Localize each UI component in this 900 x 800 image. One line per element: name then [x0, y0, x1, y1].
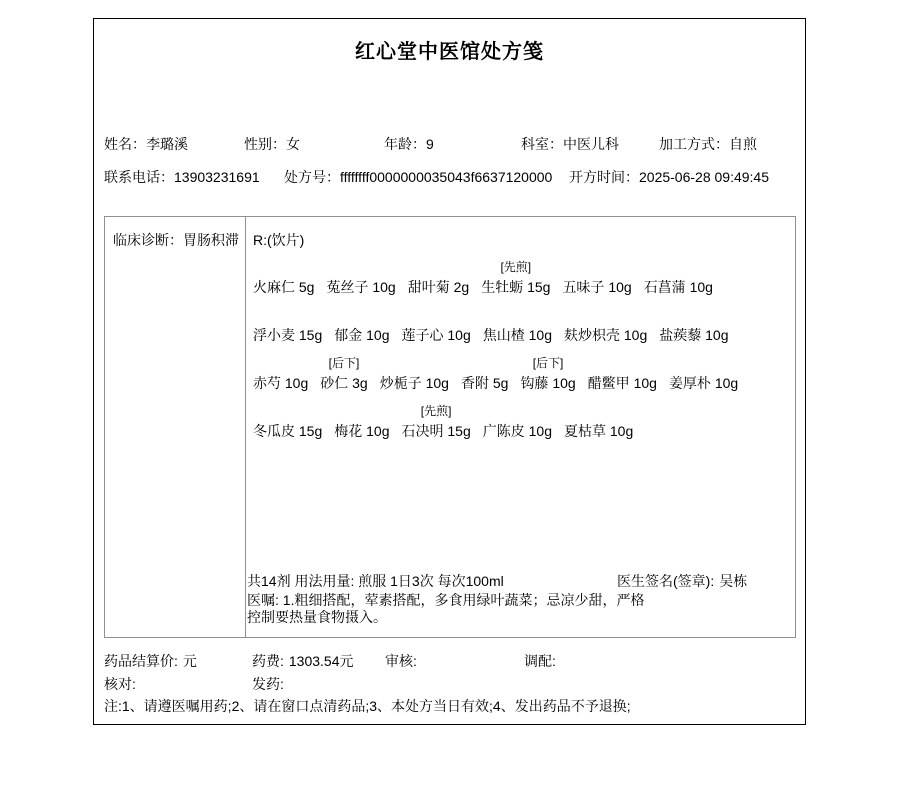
- herb-item: 火麻仁 5g: [253, 279, 315, 295]
- medical-advice-line1: 医嘱: 1.粗细搭配，荤素搭配，多食用绿叶蔬菜；忌凉少甜，严格: [247, 592, 645, 608]
- herb-item: 冬瓜皮 15g: [253, 423, 323, 439]
- prescription-body: [104, 216, 796, 638]
- herb-item: 广陈皮 10g: [482, 423, 552, 439]
- herb-item: 盐蒺藜 10g: [659, 327, 729, 343]
- issue-time-label: 开方时间：: [569, 169, 639, 185]
- footer-note: 注:1、请遵医嘱用药;2、请在窗口点清药品;3、本处方当日有效;4、发出药品不予退换;: [104, 698, 631, 714]
- herb-item: 五味子 10g: [562, 279, 632, 295]
- fee-value: 1303.54元: [288, 653, 354, 669]
- herb-item: 钩藤 10g [后下]: [520, 356, 576, 391]
- review-label: 审核:: [385, 653, 417, 669]
- herb-item: 砂仁 3g [后下]: [320, 356, 368, 391]
- herb-item: 甜叶菊 2g: [407, 279, 470, 295]
- diagnosis-label: 临床诊断：: [113, 232, 183, 248]
- herb-row: [253, 401, 793, 449]
- rx-number-value: ffffffff0000000035043f6637120000: [340, 169, 553, 185]
- herb-item: 香附 5g: [460, 375, 509, 391]
- age-label: 年龄：: [384, 136, 426, 152]
- phone-label: 联系电话：: [104, 169, 174, 185]
- prescription-sheet: [93, 18, 806, 725]
- settlement-price-value: 元: [182, 653, 197, 669]
- issue-time-value: 2025-06-28 09:49:45: [639, 169, 769, 185]
- department-label: 科室：: [521, 136, 563, 152]
- herb-item: 石菖蒲 10g: [643, 279, 713, 295]
- herb-item: 莲子心 10g: [401, 327, 471, 343]
- field-rx-number: [284, 150, 552, 187]
- decoction-note: [先煎]: [420, 404, 452, 418]
- decoction-note: [后下]: [328, 356, 360, 370]
- herb-item: 姜厚朴 10g: [668, 375, 739, 391]
- age-value: 9: [426, 136, 434, 152]
- medical-advice-line2: 控制要热量食物摄入。: [247, 609, 387, 625]
- doctor-signature-value: 吴栋: [719, 573, 748, 589]
- processing-label: 加工方式：: [659, 136, 729, 152]
- decoction-note: [后下]: [532, 356, 564, 370]
- phone-value: 13903231691: [174, 169, 260, 185]
- herb-item: 麸炒枳壳 10g: [564, 327, 648, 343]
- column-divider: [245, 217, 246, 637]
- herb-item: 焦山楂 10g: [482, 327, 552, 343]
- herb-item: 石决明 15g [先煎]: [401, 404, 471, 439]
- field-doctor-signature: [617, 571, 747, 591]
- rx-number-label: 处方号：: [284, 169, 340, 185]
- herb-item: 浮小麦 15g: [253, 327, 323, 343]
- herb-item: 赤芍 10g: [253, 375, 309, 391]
- issue-drug-label: 发药:: [252, 676, 284, 692]
- dosage-summary: 共14剂 用法用量: 煎服 1日3次 每次100ml: [247, 573, 504, 589]
- processing-value: 自煎: [729, 136, 757, 152]
- doctor-signature-label: 医生签名(签章):: [617, 573, 715, 589]
- patient-name-value: 李璐溪: [146, 136, 188, 152]
- field-fee: [252, 651, 354, 671]
- herb-row: [253, 257, 793, 305]
- field-settlement-price: [104, 651, 197, 671]
- department-value: 中医儿科: [563, 136, 619, 152]
- herb-item: 醋鳖甲 10g: [587, 375, 657, 391]
- herb-item: 夏枯草 10g: [564, 423, 634, 439]
- field-phone: [104, 150, 260, 187]
- field-diagnosis: [113, 230, 239, 250]
- diagnosis-value: 胃肠积滞: [183, 232, 239, 248]
- dispense-label: 调配:: [524, 653, 556, 669]
- settlement-price-label: 药品结算价:: [104, 653, 178, 669]
- herb-row: [253, 353, 793, 401]
- herb-item: 梅花 10g: [334, 423, 390, 439]
- rx-header: R:(饮片): [253, 232, 305, 248]
- gender-value: 女: [286, 136, 300, 152]
- patient-name-label: 姓名：: [104, 136, 146, 152]
- herb-item: 炒栀子 10g: [379, 375, 449, 391]
- clinic-title: 红心堂中医馆处方笺: [355, 41, 544, 63]
- fee-label: 药费:: [252, 653, 284, 669]
- field-issue-time: [569, 150, 769, 187]
- herb-item: 生牡蛎 15g [先煎]: [481, 260, 551, 295]
- decoction-note: [先煎]: [500, 260, 532, 274]
- prescription-rows: [253, 257, 793, 449]
- herb-item: 郁金 10g: [334, 327, 390, 343]
- herb-item: 菟丝子 10g: [326, 279, 396, 295]
- herb-row: [253, 305, 793, 353]
- gender-label: 性别：: [244, 136, 286, 152]
- check-label: 核对:: [104, 676, 136, 692]
